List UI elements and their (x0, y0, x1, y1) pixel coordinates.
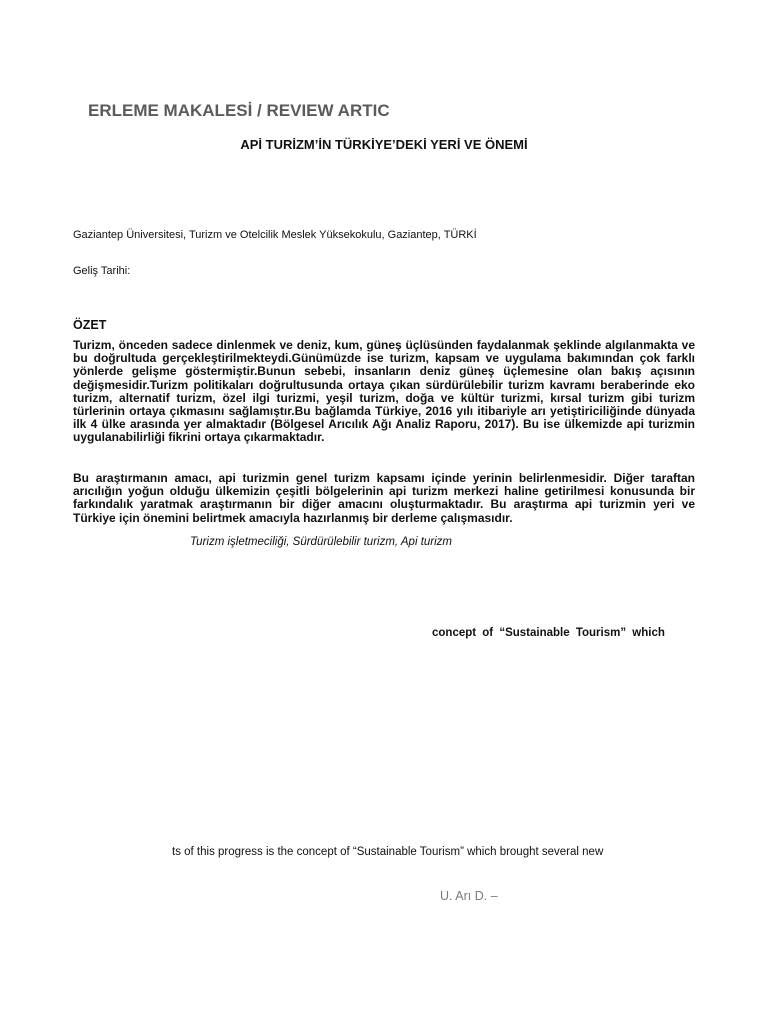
running-footer: U. Arı D. – (440, 889, 498, 903)
keywords: Turizm işletmeciliği, Sürdürülebilir turizm, Api turizm (190, 536, 452, 548)
abstract-paragraph-1: Turizm, önceden sadece dinlenmek ve deniz, kum, güneş üçlüsünden faydalanmak şeklinde algılanmakta ve bu doğrultuda gerçekleştirilmekteydi.Günümüzde ise turizm, kapsam ve uygulama bakımından çok farklı yönlerde gelişme göstermiştir.Bunun sebebi, insanların deniz güneş üçlemesine olan bakış açısının değişmesidir.Turizm politikaları doğrultusunda ortaya çıkan sürdürülebilir turizm kavramı beraberinde eko turizm, alternatif turizm, özel ilgi turizmi, yeşil turizm, doğa ve kültür turizmi, kırsal turizm gibi turizm türlerinin ortaya çıkmasını sağlamıştır.Bu bağlamda Türkiye, 2016 yılı itibariyle arı yetiştiriciliğinde dünyada ilk 4 ülke arasında yer almaktadır (Bölgesel Arıcılık Ağı Analiz Raporu, 2017). Bu ise ülkemizde api turizmin uygulanabilirliği fikrini ortaya çıkarmaktadır. (73, 338, 695, 445)
abstract-paragraph-2: Bu araştırmanın amacı, api turizmin genel turizm kapsamı içinde yerinin belirlenmesidir. Diğer taraftan arıcılığın yoğun olduğu ülkemizin çeşitli bölgelerinin api turizm merkezi haline getirilmesi konusunda bir farkındalık yaratmak araştırmanın bir diğer amacını oluşturmaktadır. Bu araştırma api turizmin yeri ve Türkiye için önemini belirtmek amacıyla hazırlanmış bir derleme çalışmasıdır. (73, 471, 695, 525)
english-abstract-fragment: concept of “Sustainable Tourism” which (432, 627, 665, 639)
author-affiliation: Gaziantep Üniversitesi, Turizm ve Otelcilik Meslek Yüksekokulu, Gaziantep, TÜRKİ (73, 229, 477, 241)
section-header: ERLEME MAKALESİ / REVIEW ARTIC (88, 101, 390, 120)
article-title: APİ TURİZM’İN TÜRKİYE’DEKİ YERİ VE ÖNEMİ (240, 137, 528, 152)
english-body-fragment: ts of this progress is the concept of “Sustainable Tourism” which brought several new (172, 846, 604, 858)
abstract-heading: ÖZET (73, 318, 107, 332)
received-date-label: Geliş Tarihi: (73, 265, 131, 277)
